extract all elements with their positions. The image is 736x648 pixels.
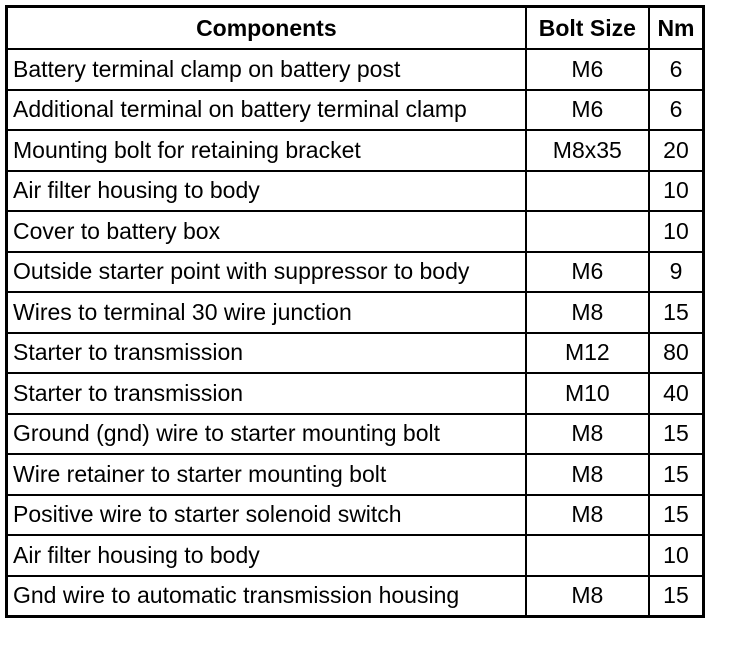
torque-nm-cell: 10 [649, 211, 704, 252]
torque-nm-cell: 15 [649, 576, 704, 617]
bolt-size-cell [526, 171, 649, 212]
bolt-size-cell: M6 [526, 90, 649, 131]
bolt-size-cell: M8 [526, 495, 649, 536]
component-cell: Air filter housing to body [7, 535, 526, 576]
component-cell: Battery terminal clamp on battery post [7, 49, 526, 90]
bolt-size-cell: M6 [526, 252, 649, 293]
component-cell: Cover to battery box [7, 211, 526, 252]
component-cell: Air filter housing to body [7, 171, 526, 212]
torque-nm-cell: 6 [649, 49, 704, 90]
torque-nm-cell: 40 [649, 373, 704, 414]
bolt-size-cell: M8 [526, 414, 649, 455]
component-cell: Outside starter point with suppressor to body [7, 252, 526, 293]
torque-nm-cell: 15 [649, 414, 704, 455]
table-row [7, 171, 704, 212]
bolt-size-cell [526, 211, 649, 252]
component-cell: Positive wire to starter solenoid switch [7, 495, 526, 536]
component-cell: Starter to transmission [7, 333, 526, 374]
table-row [7, 49, 704, 90]
bolt-size-cell: M12 [526, 333, 649, 374]
table-row [7, 333, 704, 374]
torque-nm-cell: 15 [649, 454, 704, 495]
component-cell: Starter to transmission [7, 373, 526, 414]
component-cell: Ground (gnd) wire to starter mounting bolt [7, 414, 526, 455]
component-cell: Wire retainer to starter mounting bolt [7, 454, 526, 495]
bolt-size-cell [526, 535, 649, 576]
torque-spec-table [5, 5, 705, 618]
table-row [7, 90, 704, 131]
header-nm: Nm [649, 7, 704, 50]
header-components: Components [7, 7, 526, 50]
torque-nm-cell: 9 [649, 252, 704, 293]
table-row [7, 535, 704, 576]
bolt-size-cell: M6 [526, 49, 649, 90]
component-cell: Additional terminal on battery terminal clamp [7, 90, 526, 131]
torque-nm-cell: 10 [649, 535, 704, 576]
bolt-size-cell: M8 [526, 292, 649, 333]
table-row [7, 130, 704, 171]
table-row [7, 495, 704, 536]
torque-nm-cell: 6 [649, 90, 704, 131]
table-row [7, 211, 704, 252]
bolt-size-cell: M8 [526, 576, 649, 617]
table-row [7, 414, 704, 455]
component-cell: Mounting bolt for retaining bracket [7, 130, 526, 171]
bolt-size-cell: M8 [526, 454, 649, 495]
table-row [7, 454, 704, 495]
torque-nm-cell: 15 [649, 495, 704, 536]
torque-nm-cell: 10 [649, 171, 704, 212]
torque-nm-cell: 80 [649, 333, 704, 374]
header-row [7, 7, 704, 50]
torque-nm-cell: 15 [649, 292, 704, 333]
bolt-size-cell: M10 [526, 373, 649, 414]
component-cell: Wires to terminal 30 wire junction [7, 292, 526, 333]
component-cell: Gnd wire to automatic transmission housing [7, 576, 526, 617]
torque-nm-cell: 20 [649, 130, 704, 171]
header-bolt-size: Bolt Size [526, 7, 649, 50]
table-row [7, 576, 704, 617]
table-row [7, 292, 704, 333]
table-row [7, 252, 704, 293]
table-row [7, 373, 704, 414]
bolt-size-cell: M8x35 [526, 130, 649, 171]
